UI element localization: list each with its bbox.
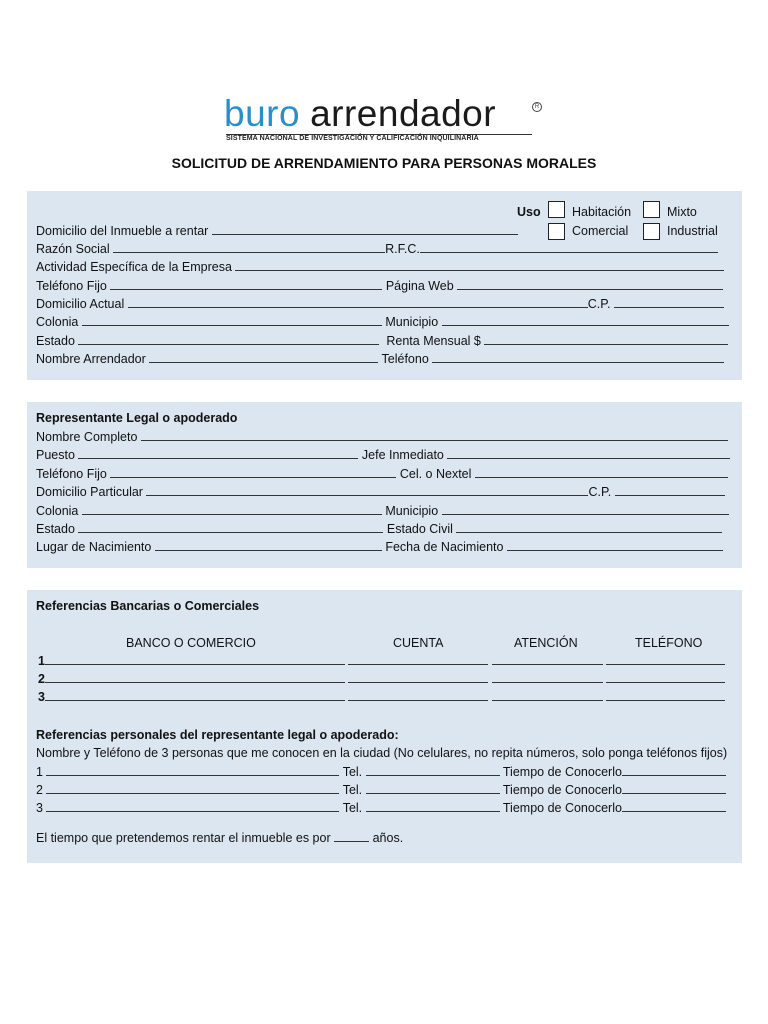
pagina-web-label: Página Web: [385, 279, 454, 293]
rep-estado-field[interactable]: [78, 521, 383, 533]
logo-subtitle: SISTEMA NACIONAL DE INVESTIGACIÓN Y CALIFICACIÓN INQUILINARIA: [226, 135, 479, 142]
personal-references-heading: Referencias personales del representante legal o apoderado:: [36, 728, 399, 742]
legal-rep-heading: Representante Legal o apoderado: [36, 411, 238, 425]
jefe-label: Jefe Inmediato: [361, 448, 444, 462]
tiempo-field[interactable]: [622, 782, 726, 794]
renta-field[interactable]: [484, 333, 728, 345]
actividad-label: Actividad Específica de la Empresa: [36, 260, 232, 274]
municipio-label: Municipio: [385, 315, 439, 329]
nombre-arrendador-label: Nombre Arrendador: [36, 352, 146, 366]
nombre-field[interactable]: [46, 764, 339, 776]
rental-duration-line: [36, 830, 403, 846]
cuenta-field[interactable]: [348, 671, 488, 683]
bank-ref-row: [38, 653, 725, 669]
col-banco: BANCO O COMERCIO: [126, 636, 256, 650]
estado-civil-field[interactable]: [456, 521, 722, 533]
industrial-checkbox[interactable]: [643, 223, 660, 240]
telefono-field[interactable]: [606, 653, 725, 665]
cel-field[interactable]: [475, 466, 728, 478]
domicilio-particular-label: Domicilio Particular: [36, 485, 143, 499]
col-atencion: ATENCIÓN: [514, 636, 578, 650]
tiempo-label: Tiempo de Conocerlo: [502, 783, 622, 797]
industrial-label: Industrial: [667, 224, 718, 238]
registered-mark-icon: R: [532, 102, 542, 112]
personal-ref-row: [36, 800, 726, 816]
lugar-nacimiento-field[interactable]: [155, 539, 382, 551]
legal-rep-panel: [27, 402, 742, 568]
anos-field[interactable]: [334, 830, 369, 842]
row-number: 3: [38, 690, 45, 704]
colonia-label: Colonia: [36, 315, 79, 329]
row-number: 1: [38, 654, 45, 668]
atencion-field[interactable]: [492, 653, 603, 665]
col-cuenta: CUENTA: [393, 636, 444, 650]
closing-post: años.: [372, 831, 404, 845]
tiempo-field[interactable]: [622, 764, 726, 776]
cp-field[interactable]: [614, 296, 724, 308]
company-info-panel: [27, 191, 742, 380]
personal-ref-row: [36, 782, 726, 798]
municipio-field[interactable]: [442, 314, 729, 326]
cel-label: Cel. o Nextel: [399, 467, 472, 481]
lugar-nacimiento-label: Lugar de Nacimiento: [36, 540, 152, 554]
nombre-completo-field[interactable]: [141, 429, 728, 441]
row-number: 1: [36, 765, 43, 779]
bank-ref-row: [38, 671, 725, 687]
rep-telefono-fijo-label: Teléfono Fijo: [36, 467, 107, 481]
col-telefono: TELÉFONO: [635, 636, 703, 650]
fecha-nacimiento-field[interactable]: [507, 539, 723, 551]
domicilio-inmueble-field[interactable]: [212, 223, 518, 235]
logo: [224, 93, 544, 144]
atencion-field[interactable]: [492, 689, 603, 701]
bank-references-heading: Referencias Bancarias o Comerciales: [36, 599, 260, 613]
telefono-field[interactable]: [606, 689, 725, 701]
puesto-label: Puesto: [36, 448, 75, 462]
razon-social-field[interactable]: [113, 241, 385, 253]
rep-cp-label: C.P.: [588, 485, 612, 499]
rep-telefono-fijo-field[interactable]: [110, 466, 396, 478]
tel-field[interactable]: [366, 782, 500, 794]
habitacion-checkbox[interactable]: [548, 201, 565, 218]
domicilio-actual-label: Domicilio Actual: [36, 297, 125, 311]
telefono-field[interactable]: [606, 671, 725, 683]
estado-field[interactable]: [78, 333, 379, 345]
rep-estado-label: Estado: [36, 522, 75, 536]
bank-ref-row: [38, 689, 725, 705]
row-number: 3: [36, 801, 43, 815]
cuenta-field[interactable]: [348, 653, 488, 665]
atencion-field[interactable]: [492, 671, 603, 683]
banco-field[interactable]: [45, 689, 345, 701]
tiempo-field[interactable]: [622, 800, 726, 812]
puesto-field[interactable]: [78, 447, 358, 459]
domicilio-actual-field[interactable]: [128, 296, 588, 308]
cuenta-field[interactable]: [348, 689, 488, 701]
rep-municipio-field[interactable]: [442, 503, 729, 515]
mixto-label: Mixto: [667, 205, 697, 219]
domicilio-particular-field[interactable]: [146, 484, 588, 496]
banco-field[interactable]: [45, 653, 345, 665]
tel-label: Tel.: [342, 765, 363, 779]
razon-social-label: Razón Social: [36, 242, 110, 256]
logo-wordmark: [224, 94, 496, 134]
telefono-field[interactable]: [432, 351, 724, 363]
personal-ref-row: [36, 764, 726, 780]
renta-label: Renta Mensual $: [386, 334, 481, 348]
tel-field[interactable]: [366, 800, 500, 812]
logo-word-buro: buro: [224, 93, 301, 134]
rfc-field[interactable]: [420, 241, 718, 253]
tel-label: Tel.: [342, 783, 363, 797]
pagina-web-field[interactable]: [457, 278, 723, 290]
tel-label: Tel.: [342, 801, 363, 815]
rfc-label: R.F.C.: [385, 242, 420, 256]
tiempo-label: Tiempo de Conocerlo: [502, 765, 622, 779]
estado-civil-label: Estado Civil: [386, 522, 453, 536]
references-panel: [27, 590, 742, 863]
closing-pre: El tiempo que pretendemos rentar el inmueble es por: [36, 831, 331, 845]
nombre-field[interactable]: [46, 800, 339, 812]
tiempo-label: Tiempo de Conocerlo: [502, 801, 622, 815]
jefe-field[interactable]: [447, 447, 730, 459]
domicilio-inmueble-label: Domicilio del Inmueble a rentar: [36, 224, 209, 238]
uso-label: Uso: [517, 205, 541, 219]
rep-cp-field[interactable]: [615, 484, 725, 496]
row-number: 2: [36, 783, 43, 797]
cp-label: C.P.: [587, 297, 611, 311]
telefono-fijo-field[interactable]: [110, 278, 382, 290]
form-title: SOLICITUD DE ARRENDAMIENTO PARA PERSONAS MORALES: [171, 155, 597, 171]
colonia-field[interactable]: [82, 314, 382, 326]
actividad-field[interactable]: [235, 259, 724, 271]
nombre-completo-label: Nombre Completo: [36, 430, 138, 444]
telefono-fijo-label: Teléfono Fijo: [36, 279, 107, 293]
estado-label: Estado: [36, 334, 75, 348]
rep-colonia-label: Colonia: [36, 504, 79, 518]
logo-word-arrendador: arrendador: [310, 93, 497, 134]
nombre-arrendador-field[interactable]: [149, 351, 378, 363]
habitacion-label: Habitación: [572, 205, 632, 219]
comercial-checkbox[interactable]: [548, 223, 565, 240]
rep-colonia-field[interactable]: [82, 503, 382, 515]
rep-municipio-label: Municipio: [385, 504, 439, 518]
comercial-label: Comercial: [572, 224, 629, 238]
nombre-field[interactable]: [46, 782, 339, 794]
row-number: 2: [38, 672, 45, 686]
tel-field[interactable]: [366, 764, 500, 776]
banco-field[interactable]: [45, 671, 345, 683]
mixto-checkbox[interactable]: [643, 201, 660, 218]
fecha-nacimiento-label: Fecha de Nacimiento: [385, 540, 504, 554]
personal-references-note: Nombre y Teléfono de 3 personas que me conocen en la ciudad (No celulares, no repita números, solo ponga teléfonos fijos): [36, 746, 728, 760]
telefono-label: Teléfono: [381, 352, 429, 366]
